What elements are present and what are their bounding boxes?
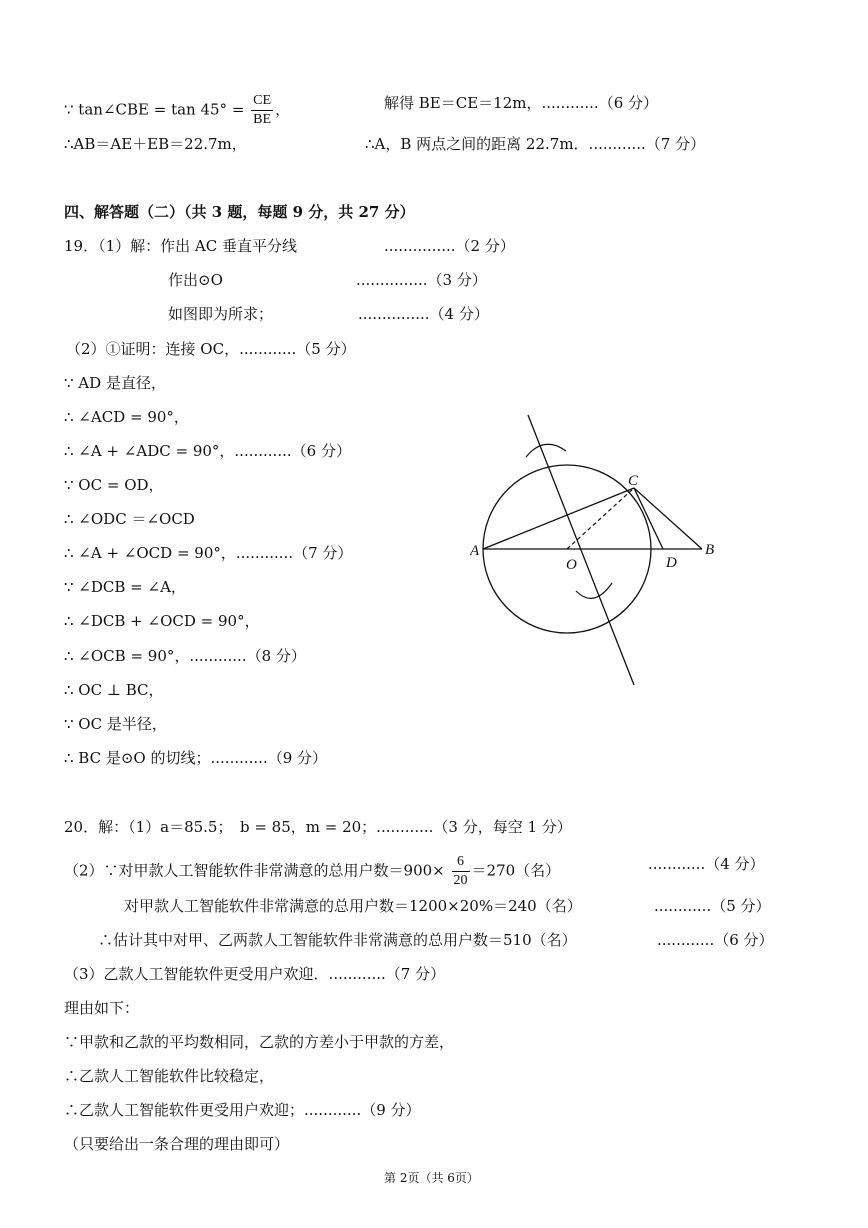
- text-line: 理由如下：: [64, 999, 140, 1017]
- section-heading: 四、解答题（二）（共 3 题，每题 9 分，共 27 分）: [64, 203, 415, 221]
- label-o: O: [566, 557, 577, 573]
- text-line: ∴ ∠A + ∠OCD = 90°，............（7 分）: [64, 544, 353, 562]
- page-footer: 第 2页（共 6页）: [384, 1171, 479, 1185]
- text-line: 19．（1）解：作出 AC 垂直平分线: [64, 237, 297, 255]
- label-b: B: [705, 542, 715, 558]
- text-line: ∵ OC 是半径，: [64, 715, 167, 733]
- text-line: 20．解：（1）a＝85.5； b = 85，m = 20；............（3 分，每空 1 分）: [64, 818, 572, 836]
- text-line: ∴ ∠DCB + ∠OCD = 90°，: [64, 612, 260, 630]
- text-line: （2）∵对甲款人工智能软件非常满意的总用户数＝900× $\frac{6}{20}$ ＝270（名）: [64, 854, 561, 888]
- perpendicular-bisector: [528, 415, 634, 685]
- fraction-ce-be: $\frac{CE}{BE}$: [253, 93, 272, 127]
- text-line: ............（6 分）: [657, 931, 774, 949]
- text-line: 如图即为所求；: [168, 305, 274, 323]
- construction-arc-bottom: [576, 583, 612, 598]
- text-line: ∴乙款人工智能软件比较稳定，: [64, 1067, 275, 1085]
- text-line: ...............（4 分）: [358, 305, 489, 323]
- text-line: ∴ ∠OCB = 90°，............（8 分）: [64, 647, 306, 665]
- text-line: ∴ ∠A + ∠ADC = 90°，............（6 分）: [64, 442, 351, 460]
- label-c: C: [628, 473, 639, 489]
- text-line: ∴AB＝AE＋EB＝22.7m，: [64, 135, 247, 153]
- text-line: ∴ ∠ODC ＝∠OCD: [64, 510, 195, 528]
- text-line: ∴ ∠ACD = 90°，: [64, 408, 189, 426]
- text-line: （2）①证明：连接 OC，............（5 分）: [66, 340, 356, 358]
- text-line: ∴A，B 两点之间的距离 22.7m．............（7 分）: [365, 135, 706, 153]
- text-line: ∴ BC 是⊙O 的切线；............（9 分）: [64, 749, 328, 767]
- text-line: ∴乙款人工智能软件更受用户欢迎；............（9 分）: [64, 1101, 421, 1119]
- text-line: ...............（3 分）: [356, 271, 487, 289]
- text-line: ∴估计其中对甲、乙两款人工智能软件非常满意的总用户数＝510（名）: [98, 931, 577, 949]
- text-line: ∵ tan∠CBE = tan 45° = $\frac{CE}{BE}$ ，: [64, 93, 291, 127]
- text-line: 作出⊙O: [168, 271, 223, 289]
- label-d: D: [666, 555, 677, 571]
- text-line: ∵ ∠DCB = ∠A，: [64, 578, 186, 596]
- text-line: ............（5 分）: [654, 897, 771, 915]
- text-line: ∵ OC = OD，: [64, 476, 164, 494]
- text-line: 对甲款人工智能软件非常满意的总用户数＝1200×20%＝240（名）: [124, 897, 582, 915]
- segment-cb: [634, 488, 702, 549]
- segment-cd: [634, 488, 663, 549]
- text-line: ∵甲款和乙款的平均数相同，乙款的方差小于甲款的方差，: [64, 1033, 455, 1051]
- text-line: ............（4 分）: [648, 855, 765, 873]
- text-line: 解得 BE＝CE＝12m，............（6 分）: [384, 94, 659, 112]
- text-line: （只要给出一条合理的理由即可）: [64, 1135, 290, 1153]
- text-line: （3）乙款人工智能软件更受用户欢迎．............（7 分）: [64, 965, 446, 983]
- geometry-figure: [470, 405, 730, 695]
- text-line: ∵ AD 是直径，: [64, 374, 166, 392]
- text-line: ...............（2 分）: [384, 237, 515, 255]
- construction-arc-top: [526, 444, 566, 457]
- segment-ac: [483, 488, 634, 549]
- fraction-six-twenty: $\frac{6}{20}$: [453, 854, 468, 888]
- label-a: A: [470, 543, 480, 559]
- text-line: ∴ OC ⊥ BC，: [64, 681, 164, 699]
